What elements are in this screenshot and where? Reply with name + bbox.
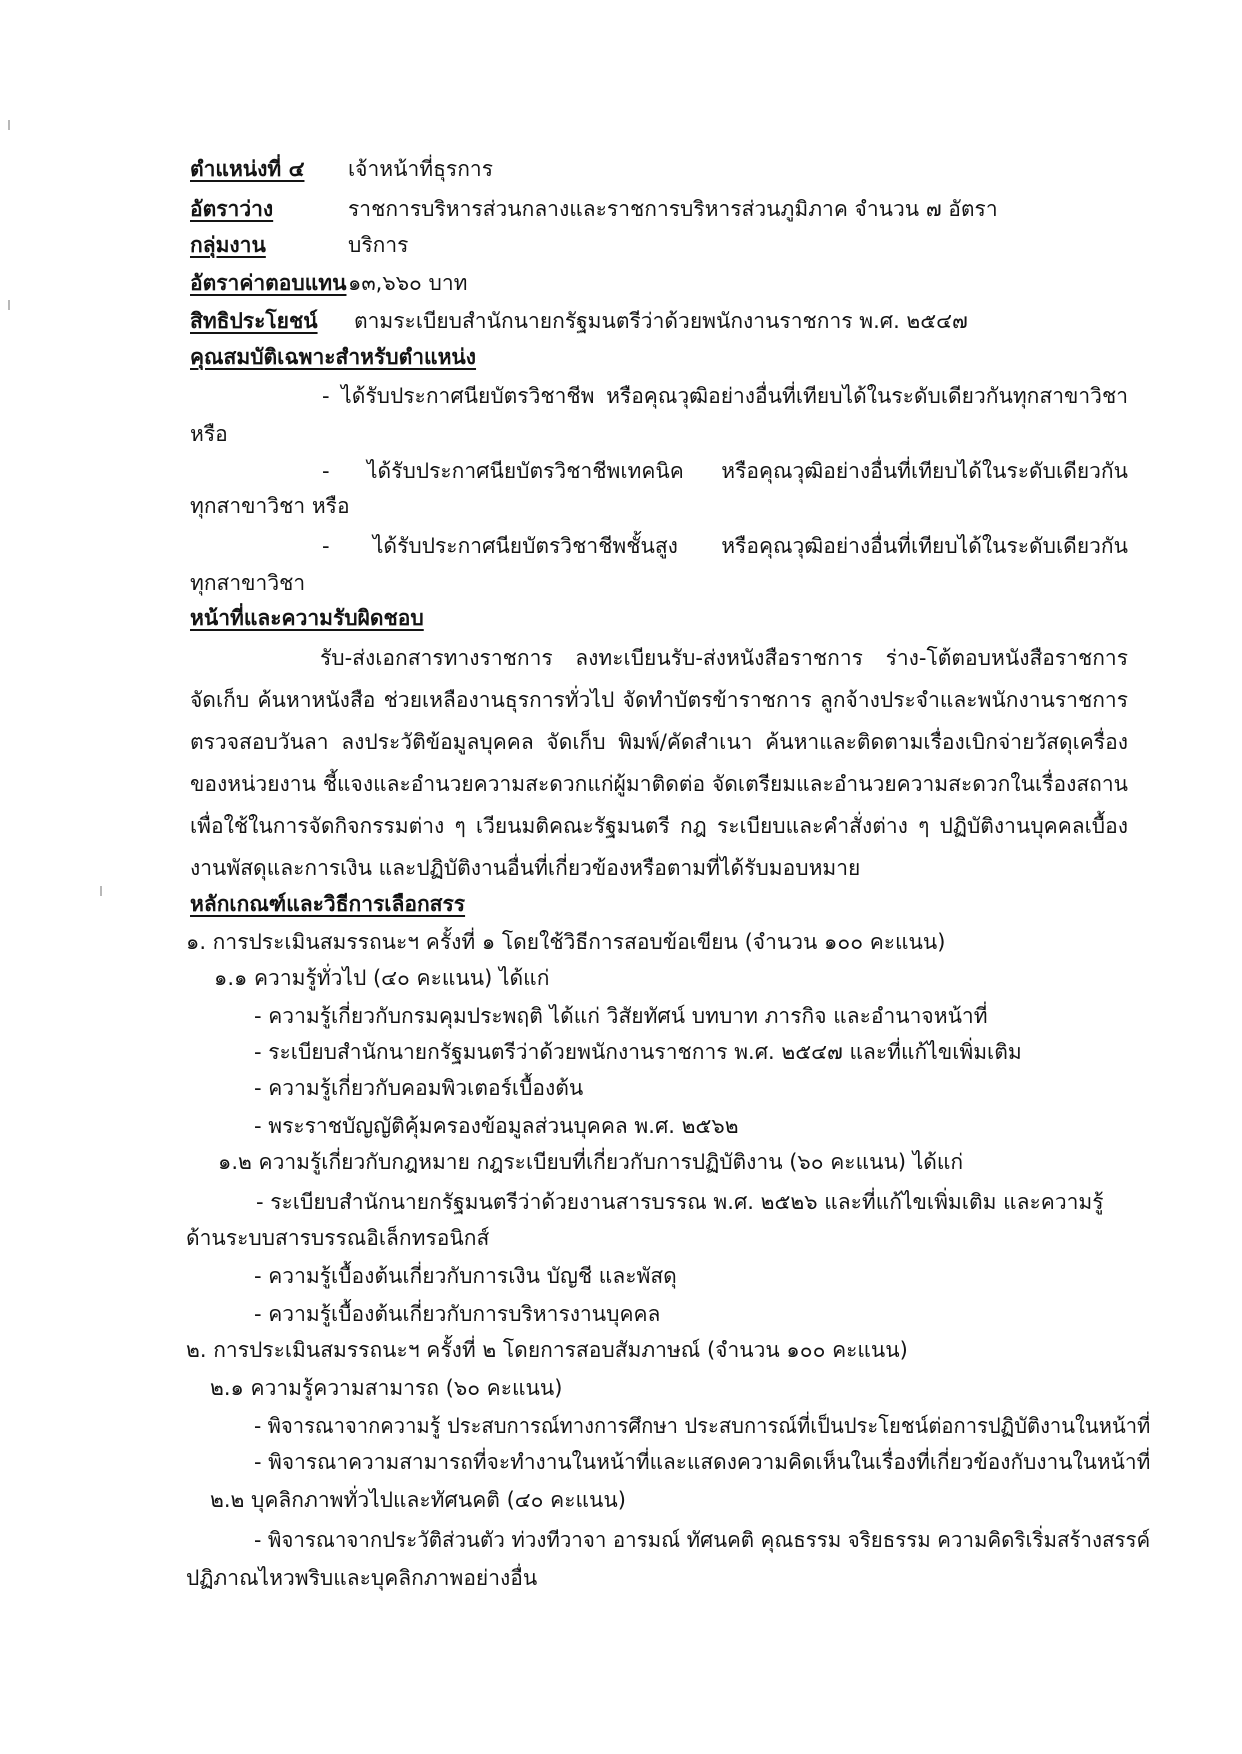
criteria-subsection-1-1: ๑.๑ ความรู้ทั่วไป (๔๐ คะแนน) ได้แก่ [214,966,550,990]
criteria-subsection-1-2: ๑.๒ ความรู้เกี่ยวกับกฎหมาย กฎระเบียบที่เกี่ยวกับการปฏิบัติงาน (๖๐ คะแนน) ได้แก่ [218,1150,964,1174]
pay-value: ๑๓,๖๖๐ บาท [348,271,468,295]
criteria-item: - พิจารณาจากความรู้ ประสบการณ์ทางการศึกษา ประสบการณ์ที่เป็นประโยชน์ต่อการปฏิบัติงานในหน้าที่ [254,1414,1151,1438]
qualification-item-3-cont: ทุกสาขาวิชา [190,571,306,595]
criteria-item: - พิจารณาความสามารถที่จะทำงานในหน้าที่และแสดงความคิดเห็นในเรื่องที่เกี่ยวข้องกับงานในหน้าที่ [254,1450,1151,1474]
duties-heading: หน้าที่และความรับผิดชอบ [190,606,424,630]
duties-line: จัดเก็บ ค้นหาหนังสือ ช่วยเหลืองานธุรการทั่วไป จัดทำบัตรข้าราชการ ลูกจ้างประจำและพนักงานราชการ [190,688,1128,712]
pay-label: อัตราค่าตอบแทน [190,271,347,295]
qualification-item-2: - ได้รับประกาศนียบัตรวิชาชีพเทคนิค หรือคุณวุฒิอย่างอื่นที่เทียบได้ในระดับเดียวกัน [322,459,1128,483]
criteria-item-cont: ปฏิภาณไหวพริบและบุคลิกภาพอย่างอื่น [186,1566,538,1590]
qualification-item-2-cont: ทุกสาขาวิชา หรือ [190,494,350,518]
qualifications-heading: คุณสมบัติเฉพาะสำหรับตำแหน่ง [190,345,477,369]
qualification-item-1-cont: หรือ [190,422,228,446]
scan-mark [8,120,10,130]
criteria-item: - พระราชบัญญัติคุ้มครองข้อมูลส่วนบุคคล พ.ศ. ๒๕๖๒ [254,1114,739,1138]
vacancy-value: ราชการบริหารส่วนกลางและราชการบริหารส่วนภูมิภาค จำนวน ๗ อัตรา [348,197,998,221]
criteria-item: - ความรู้เบื้องต้นเกี่ยวกับการบริหารงานบุคคล [254,1302,661,1326]
qualification-item-3: - ได้รับประกาศนียบัตรวิชาชีพชั้นสูง หรือคุณวุฒิอย่างอื่นที่เทียบได้ในระดับเดียวกัน [322,534,1128,558]
criteria-section-1: ๑. การประเมินสมรรถนะฯ ครั้งที่ ๑ โดยใช้วิธีการสอบข้อเขียน (จำนวน ๑๐๐ คะแนน) [186,930,946,954]
vacancy-label: อัตราว่าง [190,197,274,221]
criteria-subsection-2-2: ๒.๒ บุคลิกภาพทั่วไปและทัศนคติ (๔๐ คะแนน) [210,1488,626,1512]
group-label: กลุ่มงาน [190,233,266,257]
criteria-item: - ระเบียบสำนักนายกรัฐมนตรีว่าด้วยงานสารบรรณ พ.ศ. ๒๕๒๖ และที่แก้ไขเพิ่มเติม และความรู้ [256,1190,1104,1214]
duties-line: ของหน่วยงาน ชี้แจงและอำนวยความสะดวกแก่ผู้มาติดต่อ จัดเตรียมและอำนวยความสะดวกในเรื่องสถาน [190,772,1128,796]
benefit-label: สิทธิประโยชน์ [190,309,318,333]
criteria-item: - ความรู้เกี่ยวกับคอมพิวเตอร์เบื้องต้น [254,1076,584,1100]
criteria-item: - ความรู้เกี่ยวกับกรมคุมประพฤติ ได้แก่ วิสัยทัศน์ บทบาท ภารกิจ และอำนาจหน้าที่ [254,1004,988,1028]
duties-line: งานพัสดุและการเงิน และปฏิบัติงานอื่นที่เกี่ยวข้องหรือตามที่ได้รับมอบหมาย [190,856,861,880]
duties-line: เพื่อใช้ในการจัดกิจกรรมต่าง ๆ เวียนมติคณะรัฐมนตรี กฎ ระเบียบและคำสั่งต่าง ๆ ปฏิบัติงานบุคคลเบื้อง [190,814,1128,838]
criteria-subsection-2-1: ๒.๑ ความรู้ความสามารถ (๖๐ คะแนน) [210,1376,563,1400]
duties-line: ตรวจสอบวันลา ลงประวัติข้อมูลบุคคล จัดเก็บ พิมพ์/คัดสำเนา ค้นหาและติดตามเรื่องเบิกจ่ายวัสดุเครื่อง [190,730,1128,754]
duties-line: รับ-ส่งเอกสารทางราชการ ลงทะเบียนรับ-ส่งหนังสือราชการ ร่าง-โต้ตอบหนังสือราชการ [320,646,1128,670]
criteria-item-cont: ด้านระบบสารบรรณอิเล็กทรอนิกส์ [186,1226,490,1250]
benefit-value: ตามระเบียบสำนักนายกรัฐมนตรีว่าด้วยพนักงานราชการ พ.ศ. ๒๕๔๗ [354,309,968,333]
scan-mark [100,886,102,896]
position-value: เจ้าหน้าที่ธุรการ [348,157,493,181]
criteria-section-2: ๒. การประเมินสมรรถนะฯ ครั้งที่ ๒ โดยการสอบสัมภาษณ์ (จำนวน ๑๐๐ คะแนน) [186,1338,908,1362]
group-value: บริการ [348,233,409,257]
position-label: ตำแหน่งที่ ๔ [190,157,305,181]
criteria-item: - ระเบียบสำนักนายกรัฐมนตรีว่าด้วยพนักงานราชการ พ.ศ. ๒๕๔๗ และที่แก้ไขเพิ่มเติม [254,1040,1022,1064]
scan-mark [8,300,10,310]
criteria-item: - พิจารณาจากประวัติส่วนตัว ท่วงทีวาจา อารมณ์ ทัศนคติ คุณธรรม จริยธรรม ความคิดริเริ่มสร้างสรรค์ [254,1528,1151,1552]
criteria-item: - ความรู้เบื้องต้นเกี่ยวกับการเงิน บัญชี และพัสดุ [254,1264,677,1288]
criteria-heading: หลักเกณฑ์และวิธีการเลือกสรร [190,892,466,916]
qualification-item-1: - ได้รับประกาศนียบัตรวิชาชีพ หรือคุณวุฒิอย่างอื่นที่เทียบได้ในระดับเดียวกันทุกสาขาวิชา [322,384,1128,408]
